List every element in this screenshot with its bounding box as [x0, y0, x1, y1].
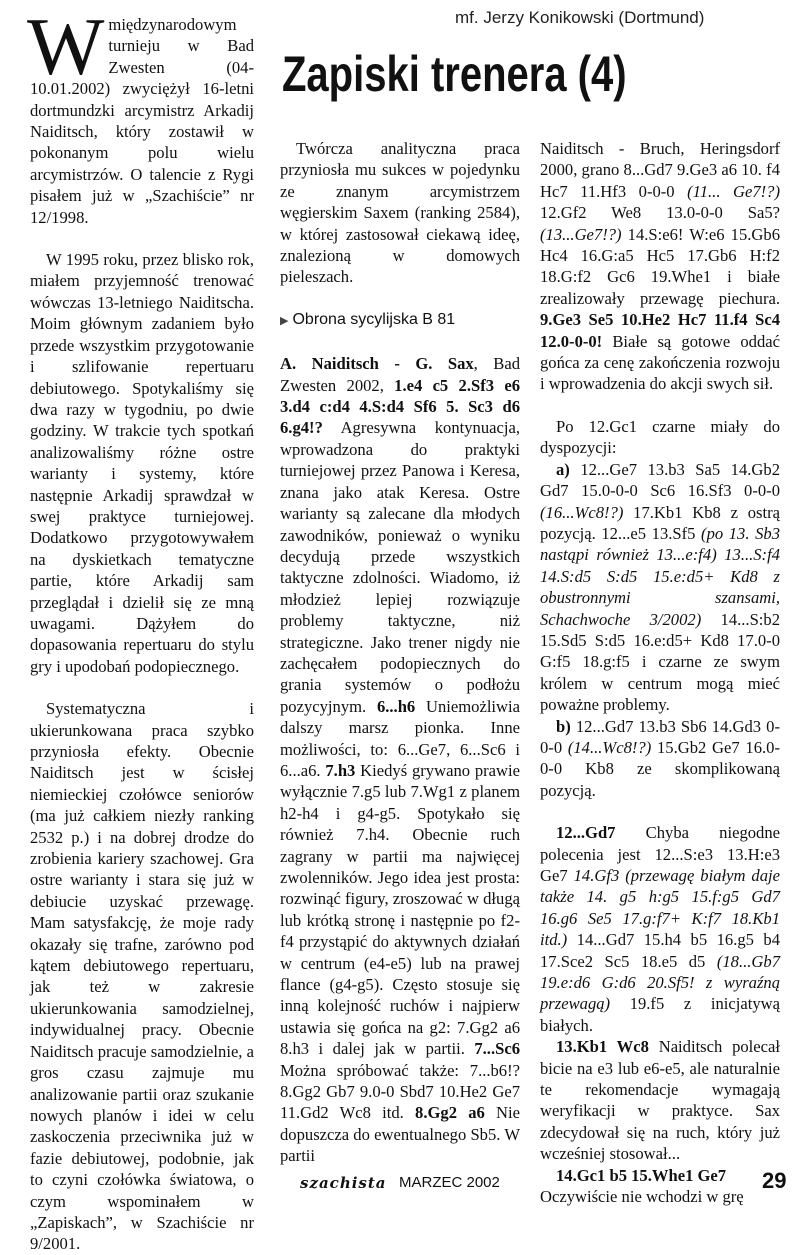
text-span: 12...Ge7 13.b3 Sa5 14.Gb2 Gd7 15.0-0-0 Sc6 16.Sf3 0-0-0 [540, 459, 780, 501]
move-12: 12...Gd7 [556, 823, 616, 843]
opening-label [280, 309, 520, 332]
text-span: 14.S:e6! W:e6 15.Gb6 Hc4 16.G:a5 Hc5 17.Gb6 H:f2 18.G:f2 Gc6 19.Whe1 i białe zrealizowały przewagę piechura. [540, 224, 780, 308]
move-7: 7.h3 [325, 760, 356, 780]
variation-italic: (14...Wc8!?) [567, 737, 652, 757]
move-7-black: 7...Sc6 [474, 1039, 520, 1059]
variation-label: a) [556, 459, 570, 479]
column-3 [540, 138, 780, 1208]
comment-7: Kiedyś grywano prawie wyłącznie 7.g5 lub 7.Wg1 z planem h2-h4 i g4-g5. Spotykało się również 7.h4. Obecnie ruch zagrany w partii ma najwięcej zwolenników. Jego idea jest prosta: rozwinąć figury, zroszować w długą lub krótką stronę i następnie po f2-f4 przystąpić do aktywnych działań w centrum (e4-e5) lub na prawej flance (g4-g5). Często stosuje się inną kolejność ruchów i najpierw ustawia się gońca na g2: 7.Gg2 a6 8.h3 i dalej jak w partii. [280, 760, 521, 1059]
paragraph-move-12 [540, 822, 780, 1036]
comment-8: Nie dopuszcza do ewentualnego Sb5. W partii [280, 1103, 520, 1166]
game-place: , Bad Zwesten 2002, [280, 354, 521, 395]
game-players: A. Naiditsch - G. Sax [280, 354, 474, 374]
column-1 [27, 1, 254, 1255]
moves-opening: 1.e4 c5 2.Sf3 e6 3.d4 c:d4 4.S:d4 Sf6 5. Sc3 d6 6.g4!? [280, 375, 520, 438]
text-span: Naiditsch polecał bicie na e3 lub e6-e5, ale naturalnie te rekomendacje wymagają weryfikacji w praktyce. Sax zdecydował się na ruch, który już wcześniej stosował... [540, 1037, 780, 1164]
variation-label: b) [556, 716, 571, 736]
variation-italic: (po 13. Sb3 nastąpi również 13...e:f4) 13...S:f4 14.S:d5 S:d5 15.e:d5+ Kd8 z obustronnymi szansami, Schachwoche 3/2002) [540, 523, 780, 629]
comment-6: Uniemożliwia dalszy marsz pionka. Inne możliwości, to: 6...Ge7, 6...Sc6 i 6...a6. [280, 696, 521, 780]
article-title: Zapiski trenera (4) [282, 46, 627, 102]
page-number: 29 [762, 1168, 787, 1193]
issue-date: MARZEC 2002 [399, 1174, 500, 1191]
drop-cap: W [27, 1, 105, 92]
paragraph-alternatives: Po 12.Gc1 czarne miały do dyspozycji: [540, 416, 780, 458]
paragraph-sax-duel: Twórcza analityczna praca przyniosła mu sukces w pojedynku ze znanym arcymistrzem węgierskim Saxem (ranking 2584), w której zastosował ciekawą ideę, znalezioną w domowych pieleszach. [280, 139, 520, 287]
moves-9-12: 9.Ge3 Se5 10.He2 Hc7 11.f4 Sc4 12.0-0-0! [540, 310, 780, 351]
magazine-logo: szachista [300, 1174, 387, 1192]
variation-italic: (11... Ge7!?) [687, 181, 781, 201]
variation-italic: (16...Wc8!?) [540, 502, 624, 522]
paragraph-intro-text: międzynarodowym turnieju w Bad Zwesten (04-10.01.2002) zwyciężył 16-letni dortmundzki arcymistrz Arkadij Naiditsch, który zostawił w pokonanym polu wielu arcymistrzów. O talencie z Rygi pisałem już w „Szachiście” nr 12/1998. [30, 15, 254, 227]
comment-7-black: Można spróbować także: 7...b6!? 8.Gg2 Gb7 9.0-0 Sbd7 10.He2 Ge7 11.Gd2 Wc8 itd. [280, 1060, 520, 1123]
comment-keres: Agresywna kontynuacja, wprowadzona do praktyki turniejowej przez Panowa i Keresa, znana jako atak Keresa. Ostre warianty są zalecane dla młodych zawodników, ponieważ o wyniku decydują przede wszystkich taktyczne zdolności. Wiadomo, iż młodzież lepiej rozwiązuje problemy taktyczne, niż strategiczne. Jako trener nigdy nie zachęcałem podopiecznych do grania systemów o podłożu pozycyjnym. [280, 418, 520, 716]
paragraph-bruch-game [540, 138, 780, 395]
text-span: Chyba niegodne polecenia jest 12...S:e3 13.H:e3 Ge7 [540, 823, 780, 885]
move-8: 8.Gg2 a6 [415, 1103, 485, 1123]
variation-italic: (13...Ge7!?) [540, 224, 622, 244]
paragraph-intro [27, 1, 254, 228]
paragraph-final: Oczywiście nie wchodzi w grę [540, 1187, 744, 1207]
opening-name: Obrona sycylijska B 81 [292, 310, 456, 328]
move-6: 6...h6 [376, 696, 416, 716]
text-span: 14...Gd7 15.h4 b5 16.g5 b4 17.Sce2 Sc5 18.e5 d5 [540, 930, 780, 971]
author-byline: mf. Jerzy Konikowski (Dortmund) [455, 8, 705, 27]
text-span: 19.f5 z inicjatywą białych. [540, 994, 780, 1035]
paragraph-results: Systematyczna i ukierunkowana praca szybko przyniosła efekty. Obecnie Naiditsch jest w ścisłej niemieckiej czołówce seniorów (ma już całkiem niezły ranking 2532 p.) i na dobrej drodze do zrobienia kariery szachowej. Gra ostre warianty i stara się już w debiucie uzyskać przewagę. Mam satysfakcję, że moje rady okazały się trafne, zarówno pod kątem debiutowego repertuaru, jak też w zakresie ukierunkowania samodzielnej, indywidualnej pracy. Obecnie Naiditsch pracuje samodzielnie, a gros czasu zajmuje mu analizowanie partii oraz szukanie nowych planów i idei w celu zaskoczenia przeciwnika już w fazie debiutowej, podobnie, jak to czyni czołówka światowa, o czym wspominałem w „Zapiskach”, w Szachiście nr 9/2001. [30, 699, 254, 1254]
text-span: Naiditsch - Bruch, Heringsdorf 2000, grano 8...Gd7 9.Ge3 a6 10. f4 Hc7 11.Hf3 0-0-0 [540, 139, 780, 201]
text-span: 12...Gd7 13.b3 Sb6 14.Gd3 0-0-0 [540, 716, 780, 757]
text-span: Białe są gotowe oddać gońca za cenę zakończenia rozwoju i wprowadzenia do akcji swych sił. [540, 331, 780, 394]
text-span: 17.Kb1 Kb8 z ostrą pozycją. 12...e5 13.Sf5 [540, 502, 780, 543]
text-span: 14...S:b2 15.Sd5 S:d5 16.e:d5+ Kd8 17.0-0 G:f5 18.g:f5 i czarne ze swym królem w centrum mogą mieć poważne problemy. [540, 609, 780, 715]
text-span: 12.Gf2 We8 13.0-0-0 Sa5? [540, 203, 780, 223]
variation-italic: (18...Gb7 19.e:d6 G:d6 20.Sf5! z wyraźną przewagą) [540, 951, 780, 1014]
variation-b [540, 716, 780, 802]
game-text [280, 353, 520, 1166]
paragraph-training: W 1995 roku, przez blisko rok, miałem przyjemność trenować wówczas 13-letniego Naiditscha. Moim głównym zadaniem było przede wszystkim przygotowanie i szlifowanie repertuaru debiutowego. Spotykaliśmy się dwa razy w tygodniu, po dwie godziny. W trakcie tych spotkań analizowaliśmy różne ostre warianty i systemy, które następnie Arkadij sprawdzał w swej praktyce turniejowej. Dodatkowo przygotowywałem na dyskietkach tematyczne partie, które Arkadij sam przeglądał i dzielił się ze mną uwagami. Dążyłem do dopasowania repertuaru do stylu gry i upodobań podopiecznego. [30, 250, 254, 676]
column-2 [280, 138, 520, 1167]
move-14-15: 14.Gc1 b5 15.Whe1 Ge7 [556, 1165, 727, 1185]
variation-a [540, 459, 780, 716]
variation-italic: 14.Gf3 (przewagę białym daje także 14. g5 h:g5 15.f:g5 Gd7 16.g6 Se5 17.g:f7+ K:f7 18.Kb1 itd.) [540, 866, 780, 950]
paragraph-move-14 [540, 1165, 780, 1186]
move-13: 13.Kb1 Wc8 [556, 1037, 649, 1057]
paragraph-move-13 [540, 1036, 780, 1164]
triangle-icon: ▶ [280, 314, 289, 327]
text-span: 15.Gb2 Ge7 16.0-0-0 Kb8 ze skomplikowaną pozycją. [540, 737, 780, 800]
